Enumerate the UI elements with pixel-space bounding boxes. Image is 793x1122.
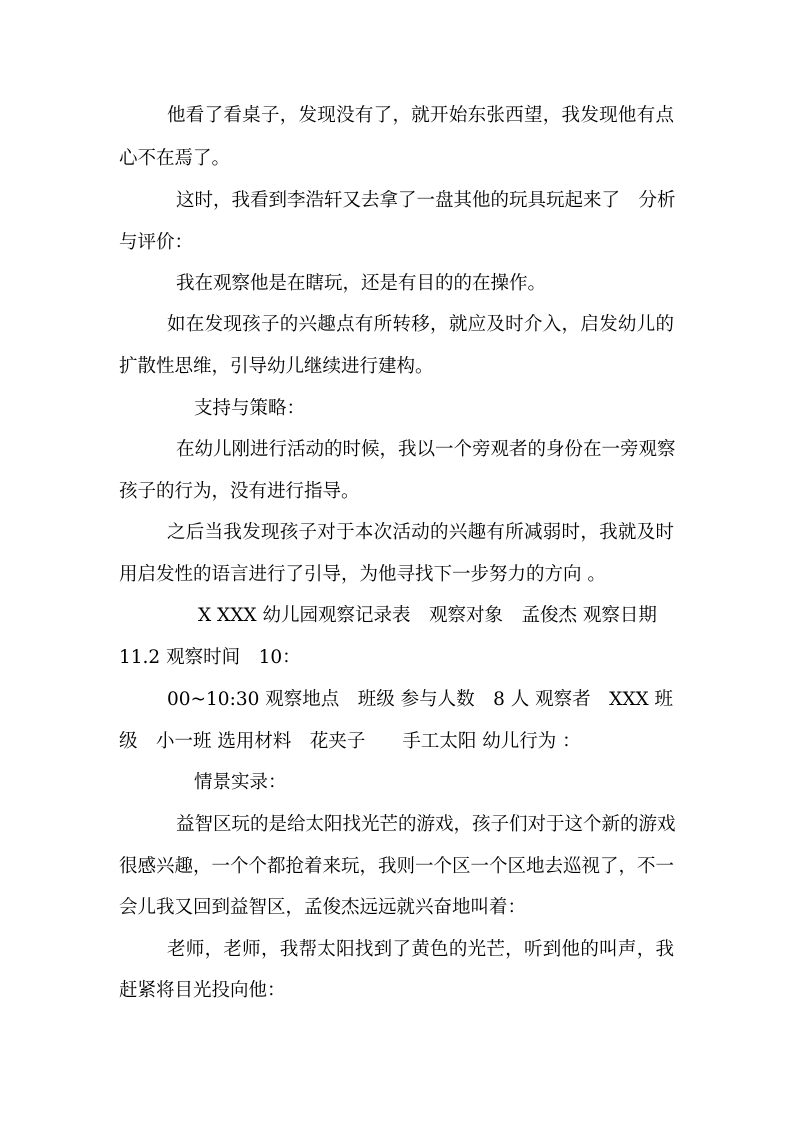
- paragraph-line: 之后当我发现孩子对于本次活动的兴趣有所减弱时，我就及时: [167, 522, 674, 543]
- paragraph-line: 他看了看桌子，发现没有了，就开始东张西望，我发现他有点: [167, 105, 674, 126]
- paragraph-line: 心不在焉了。: [119, 148, 231, 169]
- paragraph-line: 益智区玩的是给太阳找光芒的游戏，孩子们对于这个新的游戏: [176, 814, 676, 835]
- paragraph-line: 如在发现孩子的兴趣点有所转移，就应及时介入，启发幼儿的: [167, 314, 674, 335]
- paragraph-line: 我在观察他是在瞎玩，还是有目的的在操作。: [176, 273, 547, 294]
- paragraph-line: 孩子的行为，没有进行指导。: [119, 481, 360, 502]
- record-line: 级 小一班 选用材料 花夹子 手工太阳 幼儿行为 ：: [119, 731, 581, 752]
- paragraph-line: 用启发性的语言进行了引导，为他寻找下一步努力的方向 。: [119, 564, 606, 585]
- paragraph-line: 赶紧将目光投向他：: [119, 980, 286, 1001]
- paragraph-line: 与评价：: [119, 232, 194, 253]
- record-line: 00~10:30 观察地点 班级 参与人数 8 人 观察者 XXX 班: [167, 689, 674, 710]
- paragraph-line: 会儿我又回到益智区，孟俊杰远远就兴奋地叫着：: [119, 897, 527, 918]
- section-heading: 支持与策略：: [194, 398, 306, 419]
- paragraph-line: 扩散性思维，引导幼儿继续进行建构。: [119, 356, 434, 377]
- section-heading: 情景实录：: [194, 772, 287, 793]
- record-line: X XXX 幼儿园观察记录表 观察对象 孟俊杰 观察日期: [198, 605, 657, 626]
- record-line: 11.2 观察时间 10：: [119, 647, 301, 668]
- paragraph-line: 这时，我看到李浩轩又去拿了一盘其他的玩具玩起来了 分析: [176, 190, 676, 211]
- paragraph-line: 老师，老师，我帮太阳找到了黄色的光芒，听到他的叫声，我: [167, 939, 674, 960]
- paragraph-line: 很感兴趣，一个个都抢着来玩，我则一个区一个区地去巡视了，不一: [119, 856, 675, 877]
- paragraph-line: 在幼儿刚进行活动的时候，我以一个旁观者的身份在一旁观察: [176, 439, 676, 460]
